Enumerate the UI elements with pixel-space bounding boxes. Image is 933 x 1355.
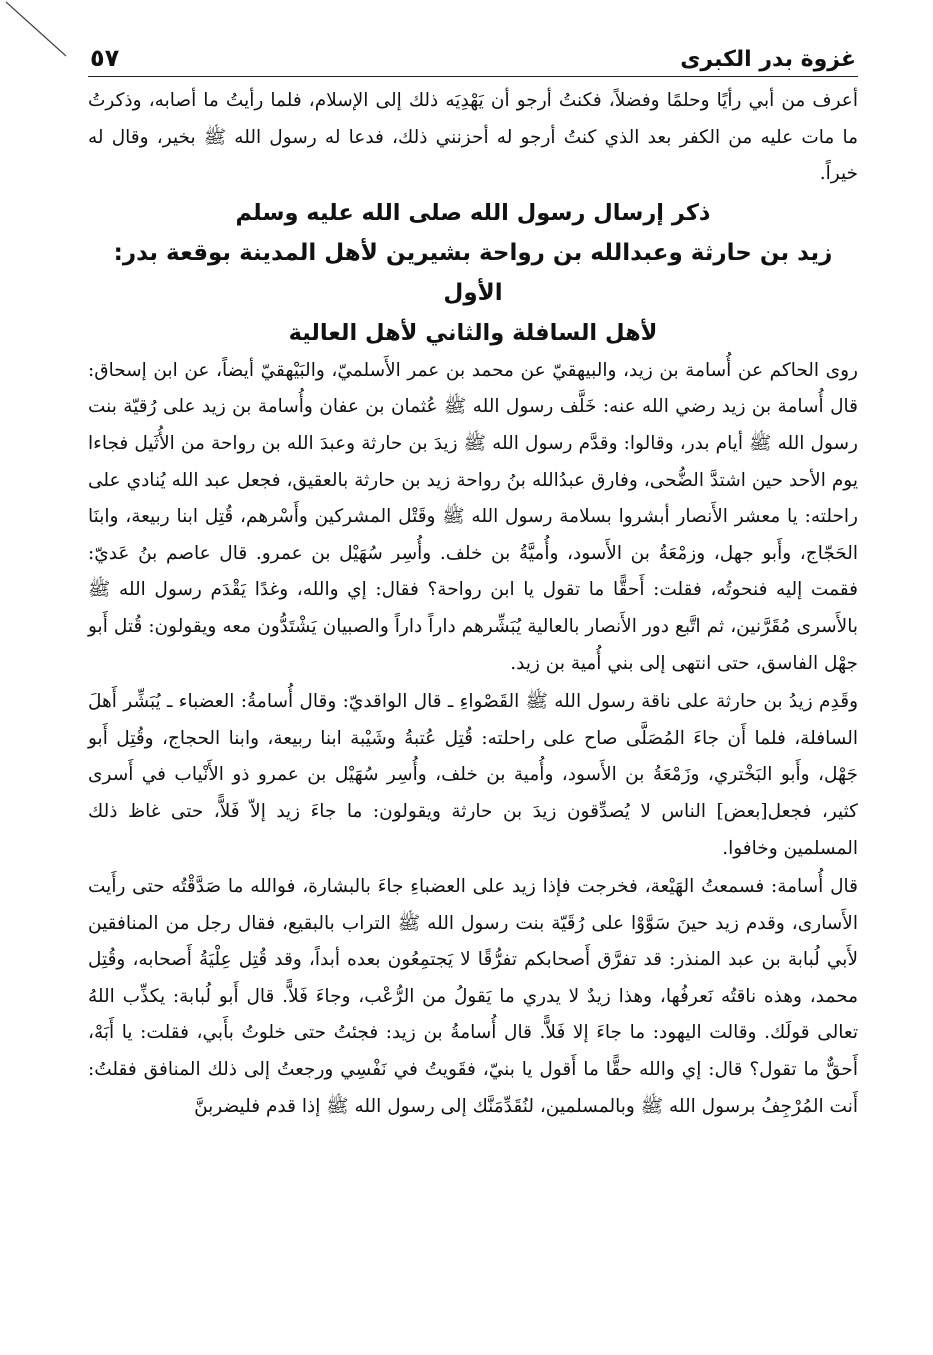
page-header [88, 28, 858, 77]
section-heading-line-1: ذكر إرسال رسول الله صلى الله عليه وسلم [235, 199, 711, 226]
scan-mark-line [0, 0, 70, 60]
page-number: ٥٧ [90, 44, 120, 72]
page-body [88, 77, 858, 1125]
intro-paragraph: أعرف من أبي رأيًا وحلمًا وفضلاً، فكنتُ أرجو أن يَهْدِيَه ذلك إلى الإسلام، فلما رأيتُ ما أصابه، وذكرتُ ما مات عليه من الكفر بعد الذي كنتُ أرجو له أحزنني ذلك، فدعا له رسول الله ﷺ بخير، وقال له خيراً. [88, 90, 858, 185]
running-title: غزوة بدر الكبرى [680, 47, 856, 72]
section-heading-line-3: لأهل السافلة والثاني لأهل العالية [288, 319, 658, 346]
body-paragraph-3: قال أُسامة: فسمعتُ الهَيْعة، فخرجت فإذا زيد على العضباءِ جاءَ بالبشارة، فوالله ما صَدَّقْتُه حتى رأَيت الأَسارى، وقدم زيد حينَ سَوَّوْا على رُقَيّة بنت رسول الله ﷺ التراب بالبقيع، فقال رجل من المنافقين لأَبي لُبابة بن عبد المنذر: قد تفرَّق أَصحابكم تفرُّقًا لا يَجتمِعُون بعده أبداً، وقد قُتِل عِلْيَةُ أَصحابه، وقُتِل محمد، وهذه ناقتُه نَعرفُها، وهذا زيدٌ لا يدري ما يَقولُ من الرُّعْب، وجاءَ فَلاًّ. قال أَبو لُبابة: يكذِّب اللهُ تعالى قولَك. وقالت اليهود: ما جاءَ إلا فَلاًّ. قال أُسامةُ بن زيد: فجئتُ حتى خلوتُ بأَبي، فقلت: يا أَبَهْ، أَحقٌّ ما تقول؟ قال: إي والله حقًّا ما أَقول يا بنيّ، فقَويتُ في نَفْسِي ورجعتُ إلى ذلك المنافق فقلتُ: أَنت المُرْجِفُ برسول الله ﷺ وبالمسلمين، لنُقَدِّمَنَّك إلى رسول الله ﷺ إذا قدم فليضربنَّ [88, 876, 858, 1117]
section-heading-line-2: زيد بن حارثة وعبدالله بن رواحة بشيرين لأهل المدينة بوقعة بدر: الأول [113, 239, 833, 306]
book-page [88, 28, 858, 1338]
body-paragraph-1: روى الحاكم عن أُسامة بن زيد، والبيهقيّ عن محمد بن عمر الأَسلميّ، والبَيْهقيّ أيضاً، عن ابن إسحاق: قال أُسامة بن زيد رضي الله عنه: خَلَّف رسول الله ﷺ عُثمان بن عفان وأُسامة بن زيد على رُقيّة بنت رسول الله ﷺ أيام بدر، وقالوا: وقدَّم رسول الله ﷺ زيدَ بن حارثة وعبدَ الله بن رواحة من الأُثَيل فجاءا يوم الأحد حين اشتدَّ الضُّحى، وفارق عبدُالله بنُ رواحة زيد بن حارثة بالعقيق، فجعل عبد الله يُنادي على راحلته: يا معشر الأَنصار أبشروا بسلامة رسول الله ﷺ وقَتْل المشركين وأَسْرهم، قُتِل ابنا ربيعة، وابنَا الحَجّاج، وأَبو جهل، وزمْعَةُ بن الأَسود، وأُميَّةُ بن خلف. وأُسِر سُهَيْل بن عمرو. قال عاصم بنُ عَديّ: فقمت إليه فنحوتُه، فقلت: أَحقًّا ما تقول يا ابن رواحة؟ فقال: إي والله، وغدًا يَقْدَم رسول الله ﷺ بالأَسرى مُقَرَّنين، ثم اتَّبع دور الأَنصار بالعالية يُبَشِّرهم داراً داراً والصبيان يَشْتَدُّون معه ويقولون: قُتل أَبو جهْل الفاسق، حتى انتهى إلى بني أُمية بن زيد. [88, 359, 858, 674]
section-heading [88, 193, 858, 353]
body-paragraph-2: وقَدِم زيدُ بن حارثة على ناقة رسول الله ﷺ القَصْواءِ ـ قال الواقديّ: وقال أُسامةُ: العضباء ـ يُبَشِّر أَهلَ السافلة، فلما أَن جاءَ المُصَلَّى صاح على راحلته: قُتِل عُتبةُ وشَيْبة ابنا ربيعة، وابنا الحجاج، وقُتِل أَبو جَهْل، وأَبو البَخْتري، وزَمْعَةُ بن الأَسود، وأُمية بن خلف، وأُسِر سُهَيْل بن عمرو ذو الأَنْياب في أَسرى كثير، فجعل[بعض] الناس لا يُصدِّقون زيدَ بن حارثة ويقولون: ما جاءَ زيد إلاّ فَلاًّ، حتى غاظ ذلك المسلمين وخافوا. [88, 691, 858, 859]
